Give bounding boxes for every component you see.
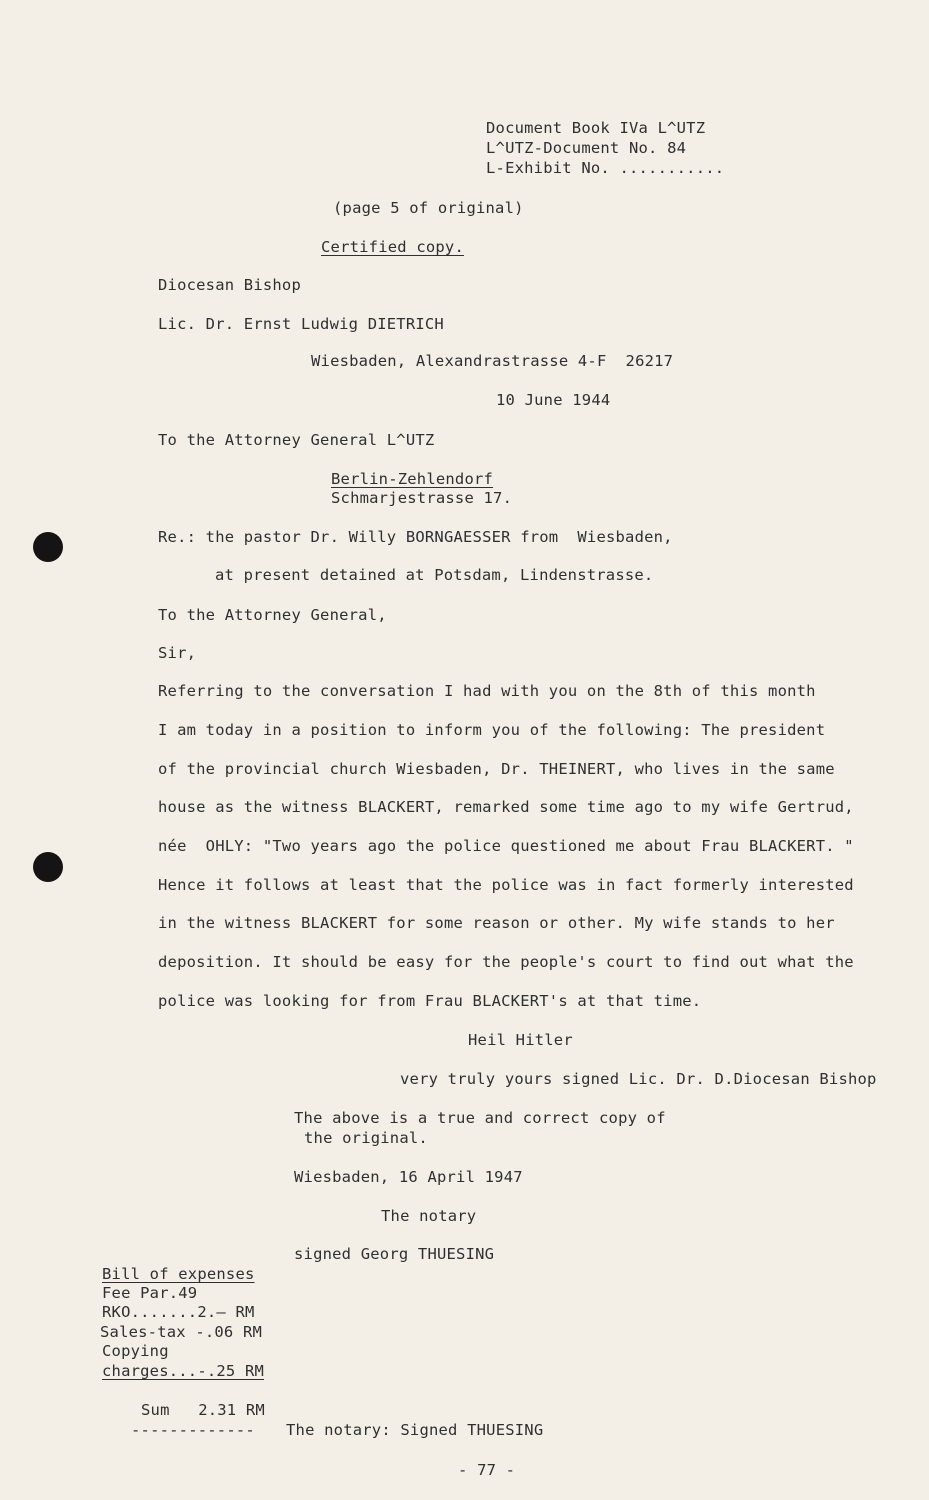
punch-hole-upper	[33, 532, 63, 562]
bill-fee: Fee Par.49	[102, 1284, 198, 1302]
attestation-line-2: the original.	[304, 1129, 428, 1147]
body-line: I am today in a position to inform you of the following: The president	[158, 721, 826, 739]
salutation-sir: Sir,	[158, 644, 197, 662]
body-line: police was looking for from Frau BLACKERT's at that time.	[158, 992, 702, 1010]
sender-title: Diocesan Bishop	[158, 276, 301, 294]
letter-date: 10 June 1944	[496, 391, 611, 409]
closing-signature: very truly yours signed Lic. Dr. D.Diocesan Bishop	[400, 1070, 877, 1088]
body-line: née OHLY: "Two years ago the police questioned me about Frau BLACKERT. "	[158, 837, 854, 855]
document-number-line: L^UTZ-Document No. 84	[486, 139, 687, 157]
body-line: house as the witness BLACKERT, remarked some time ago to my wife Gertrud,	[158, 798, 854, 816]
body-line: deposition. It should be easy for the people's court to find out what the	[158, 953, 854, 971]
body-line: Referring to the conversation I had with you on the 8th of this month	[158, 682, 816, 700]
document-book-line: Document Book IVa L^UTZ	[486, 119, 706, 137]
body-line: of the provincial church Wiesbaden, Dr. THEINERT, who lives in the same	[158, 760, 835, 778]
attestation-place-date: Wiesbaden, 16 April 1947	[294, 1168, 523, 1186]
punch-hole-lower	[33, 852, 63, 882]
salutation-line: To the Attorney General,	[158, 606, 387, 624]
subject-line-1: Re.: the pastor Dr. Willy BORNGAESSER from Wiesbaden,	[158, 528, 673, 546]
bill-copying: Copying	[102, 1342, 169, 1360]
attestation-signed: signed Georg THUESING	[294, 1245, 495, 1263]
recipient-line: To the Attorney General L^UTZ	[158, 431, 435, 449]
exhibit-number-line: L-Exhibit No. ...........	[486, 159, 725, 177]
bill-copying-charges: charges...-.25 RM	[102, 1362, 265, 1380]
certified-copy-heading: Certified copy.	[321, 238, 464, 256]
bill-rko: RKO.......2.— RM	[102, 1303, 255, 1321]
closing-greeting: Heil Hitler	[468, 1031, 573, 1049]
page-number: - 77 -	[458, 1461, 516, 1479]
bill-title: Bill of expenses	[102, 1265, 255, 1283]
bill-sales-tax: Sales-tax -.06 RM	[100, 1323, 263, 1341]
notary-signed-line: The notary: Signed THUESING	[286, 1421, 544, 1439]
body-line: in the witness BLACKERT for some reason or other. My wife stands to her	[158, 914, 835, 932]
sender-address: Wiesbaden, Alexandrastrasse 4-F 26217	[311, 352, 674, 370]
recipient-city: Berlin-Zehlendorf	[331, 470, 494, 488]
bill-sum: Sum 2.31 RM	[141, 1401, 265, 1419]
subject-line-2: at present detained at Potsdam, Lindenstrasse.	[215, 566, 654, 584]
body-line: Hence it follows at least that the police was in fact formerly interested	[158, 876, 854, 894]
bill-dash-rule: -------------	[131, 1421, 255, 1439]
attestation-line-1: The above is a true and correct copy of	[294, 1109, 666, 1127]
recipient-street: Schmarjestrasse 17.	[331, 489, 513, 507]
page-of-original-note: (page 5 of original)	[333, 199, 524, 217]
sender-name: Lic. Dr. Ernst Ludwig DIETRICH	[158, 315, 444, 333]
attestation-notary: The notary	[381, 1207, 477, 1225]
